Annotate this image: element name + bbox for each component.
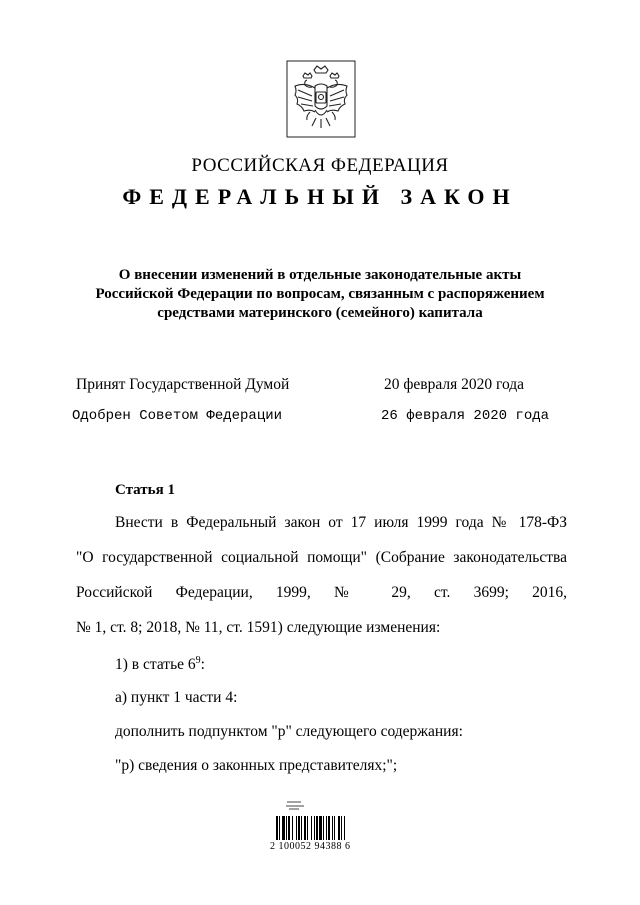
barcode-bar xyxy=(307,816,308,840)
council-approval-date: 26 февраля 2020 года xyxy=(381,408,550,424)
barcode-bar xyxy=(276,816,278,840)
document-type: ФЕДЕРАЛЬНЫЙ ЗАКОН xyxy=(122,184,518,209)
barcode-number: 2 100052 94388 6 xyxy=(270,841,351,852)
law-title xyxy=(0,266,640,323)
amendment-item-1 xyxy=(115,656,205,674)
amendment-quote: "р) сведения о законных представителях;"; xyxy=(115,757,398,774)
amendment-item-1-text: 1) в статье 6 xyxy=(115,656,196,673)
barcode-bar xyxy=(304,816,306,840)
barcode-bar xyxy=(298,816,300,840)
law-title-line: средствами материнского (семейного) капитала xyxy=(157,305,483,321)
barcode-bar xyxy=(279,816,280,840)
amendment-item-1-colon: : xyxy=(200,656,205,673)
barcode-bar xyxy=(282,816,285,840)
barcode-bar xyxy=(296,816,297,840)
amendment-item-1-superscript: 9 xyxy=(195,654,201,666)
amendment-instruction: дополнить подпунктом "р" следующего содержания: xyxy=(115,723,463,740)
barcode-bar xyxy=(328,816,330,840)
barcode-bar xyxy=(286,816,287,840)
duma-adoption-label: Принят Государственной Думой xyxy=(76,376,290,393)
law-title-line: Российской Федерации по вопросам, связанным с распоряжением xyxy=(95,286,545,302)
barcode-bar xyxy=(341,816,342,840)
coat-of-arms-emblem xyxy=(286,60,356,138)
article-text-line: № 1, ст. 8; 2018, № 11, ст. 1591) следующие изменения: xyxy=(76,619,441,636)
barcode-bar xyxy=(316,816,318,840)
barcode-bar xyxy=(344,816,345,840)
article-text-line: "О государственной социальной помощи" (Собрание законодательства xyxy=(76,549,567,566)
country-name: РОССИЙСКАЯ ФЕДЕРАЦИЯ xyxy=(191,155,449,176)
barcode-bar xyxy=(288,816,290,840)
article-text-line: Внести в Федеральный закон от 17 июля 1999 года № 178-ФЗ xyxy=(115,514,567,531)
duma-adoption-date: 20 февраля 2020 года xyxy=(384,376,525,393)
barcode-bar xyxy=(323,816,324,840)
barcode-bar xyxy=(326,816,327,840)
barcode-bars xyxy=(276,816,368,840)
barcode-bar xyxy=(332,816,333,840)
barcode-bar xyxy=(338,816,340,840)
article-heading: Статья 1 xyxy=(115,482,175,498)
amendment-subitem-a: а) пункт 1 части 4: xyxy=(115,689,238,706)
barcode-bar xyxy=(314,816,315,840)
council-approval-label: Одобрен Советом Федерации xyxy=(72,408,283,424)
barcode-bar xyxy=(292,816,293,840)
barcode-bar xyxy=(334,816,335,840)
law-title-line: О внесении изменений в отдельные законодательные акты xyxy=(118,267,522,283)
article-text-line: Российской Федерации, 1999, № 29, ст. 3699; 2016, xyxy=(76,584,567,601)
barcode-bar xyxy=(301,816,302,840)
registry-stamp-mark xyxy=(284,798,306,812)
barcode-bar xyxy=(319,816,322,840)
barcode-bar xyxy=(311,816,312,840)
barcode xyxy=(270,798,374,854)
